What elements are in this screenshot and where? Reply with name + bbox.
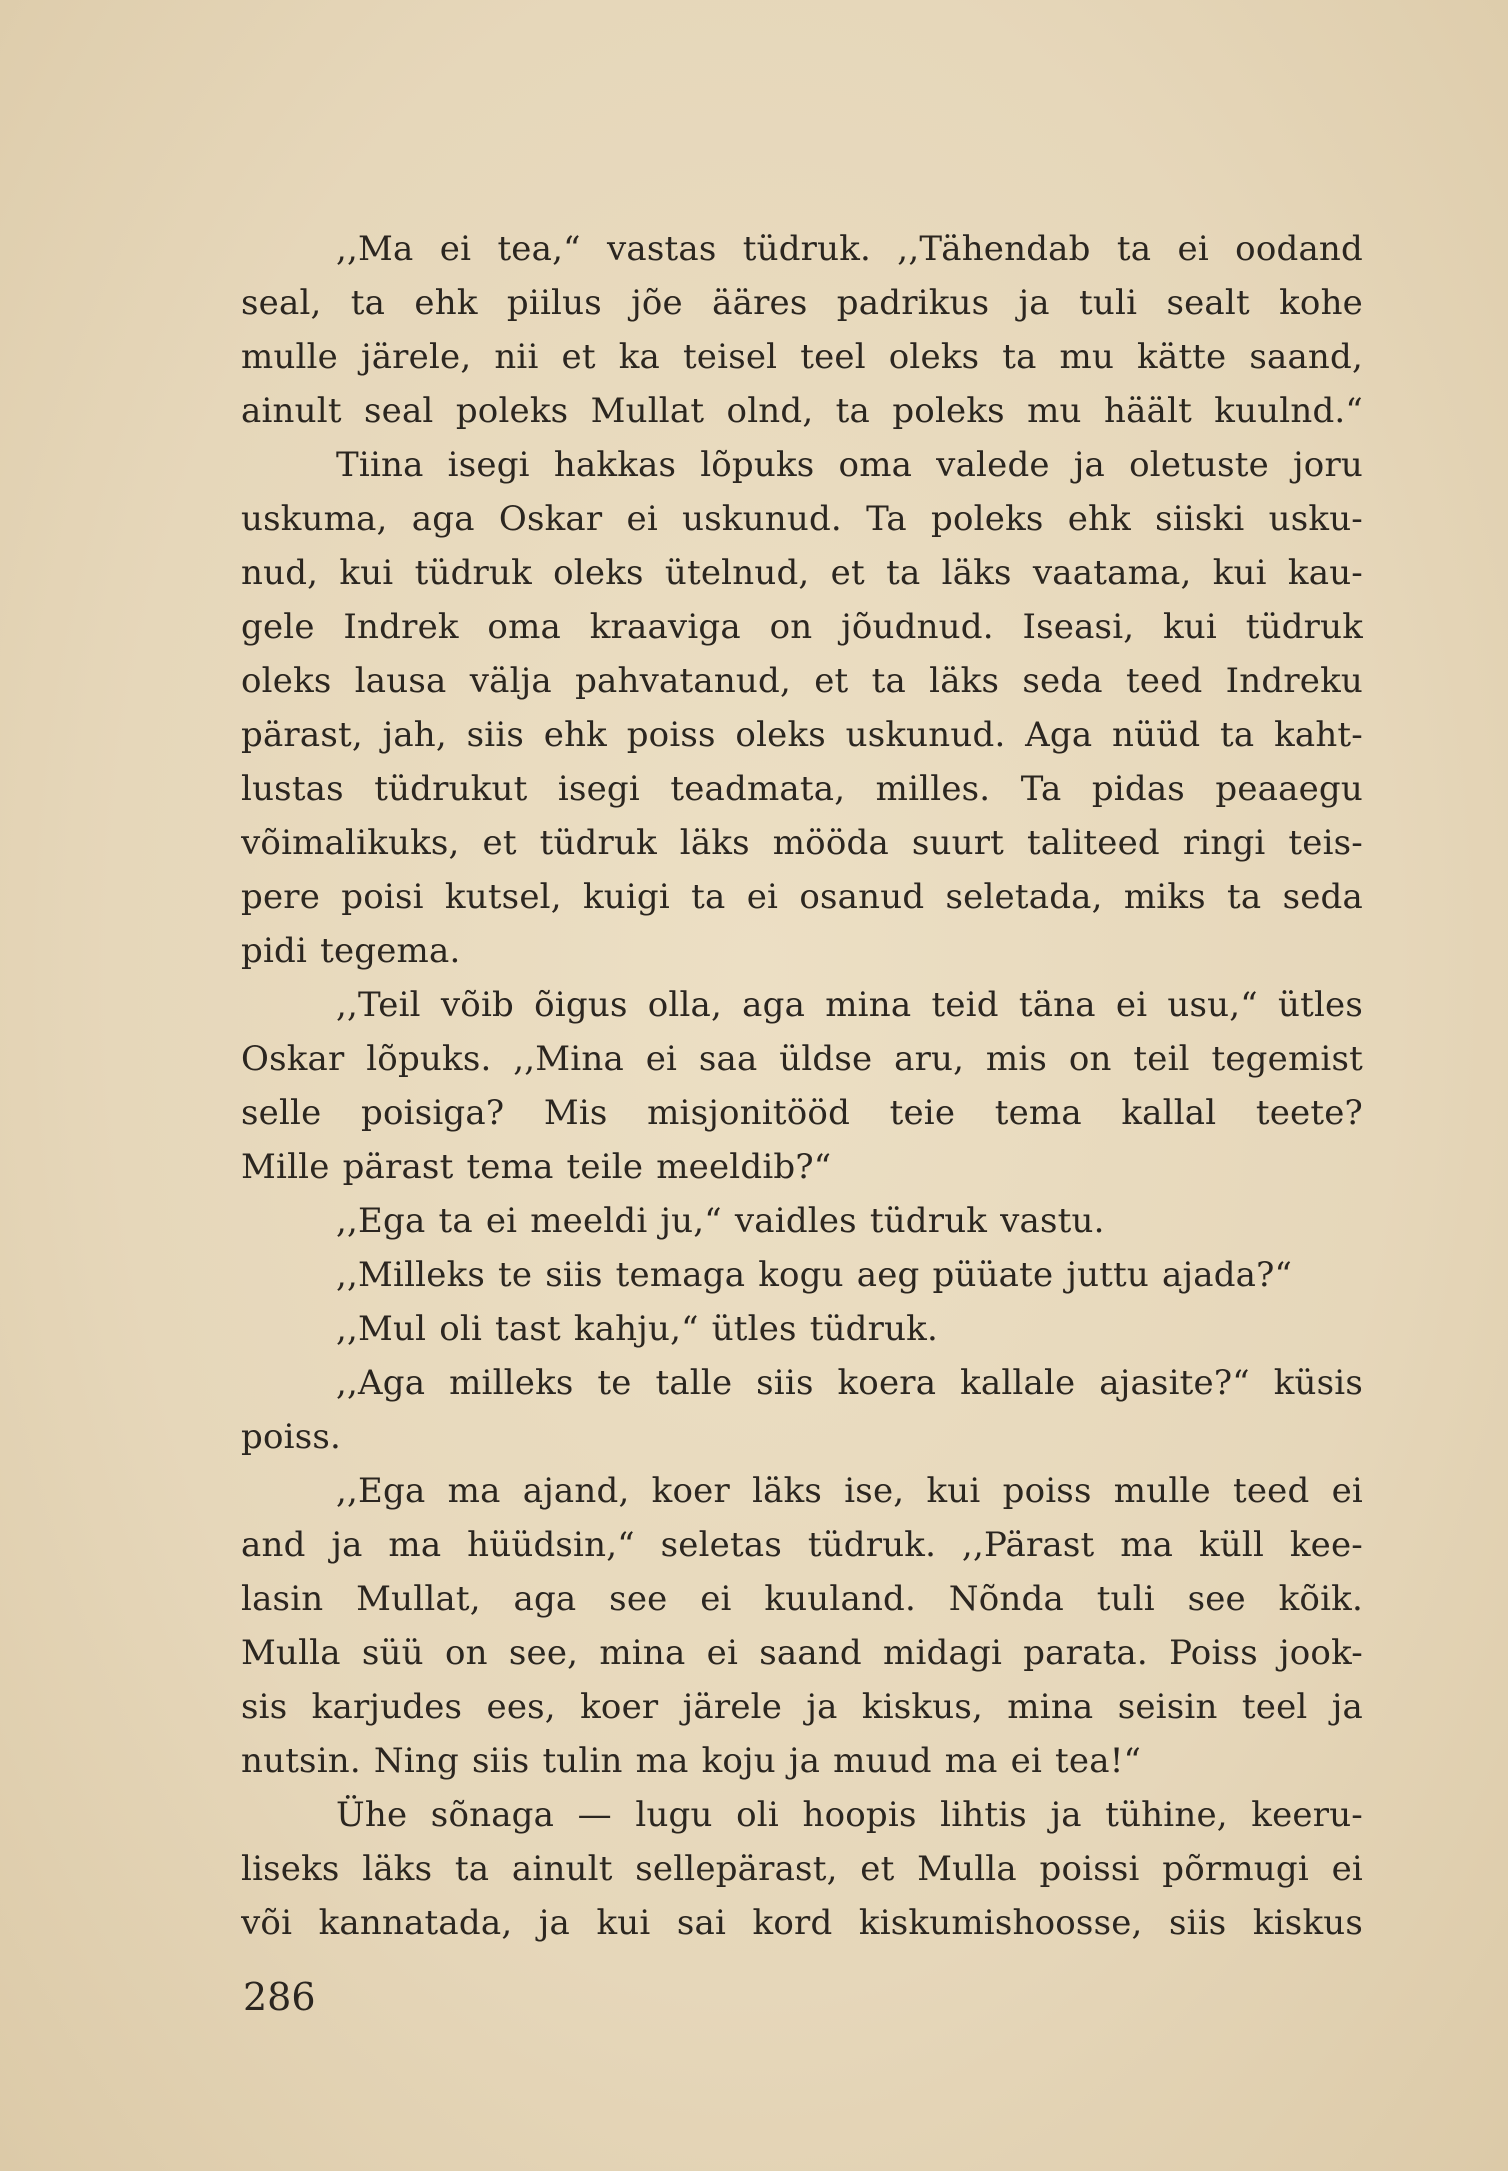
text-line: lustas tüdrukut isegi teadmata, milles. Ta pidas peaaegu [241, 769, 1363, 809]
text-line: Ühe sõnaga — lugu oli hoopis lihtis ja tühine, keeru- [336, 1795, 1363, 1835]
text-line: Oskar lõpuks. ,,Mina ei saa üldse aru, mis on teil tegemist [241, 1039, 1363, 1079]
text-line: pidi tegema. [241, 931, 461, 971]
text-line: või kannatada, ja kui sai kord kiskumishoosse, siis kiskus [241, 1903, 1363, 1943]
text-line: ,,Ma ei tea,“ vastas tüdruk. ,,Tähendab ta ei oodand [336, 229, 1363, 269]
text-line: võimalikuks, et tüdruk läks mööda suurt taliteed ringi teis- [241, 823, 1363, 863]
text-line: Mulla süü on see, mina ei saand midagi parata. Poiss jook- [241, 1633, 1363, 1673]
text-line: pärast, jah, siis ehk poiss oleks uskunud. Aga nüüd ta kaht- [241, 715, 1363, 755]
text-line: mulle järele, nii et ka teisel teel oleks ta mu kätte saand, [241, 337, 1363, 377]
text-line: oleks lausa välja pahvatanud, et ta läks seda teed Indreku [241, 661, 1363, 701]
text-line: ,,Ega ta ei meeldi ju,“ vaidles tüdruk vastu. [336, 1201, 1105, 1241]
text-line: ,,Mul oli tast kahju,“ ütles tüdruk. [336, 1309, 938, 1349]
text-line: sis karjudes ees, koer järele ja kiskus, mina seisin teel ja [241, 1687, 1363, 1727]
text-line: ,,Milleks te siis temaga kogu aeg püüate juttu ajada?“ [336, 1255, 1293, 1295]
text-line: nud, kui tüdruk oleks ütelnud, et ta läks vaatama, kui kau- [241, 553, 1363, 593]
text-line: uskuma, aga Oskar ei uskunud. Ta poleks ehk siiski usku- [241, 499, 1363, 539]
text-line: Tiina isegi hakkas lõpuks oma valede ja oletuste joru [336, 445, 1363, 485]
text-line: selle poisiga? Mis misjonitööd teie tema kallal teete? [241, 1093, 1363, 1133]
text-line: lasin Mullat, aga see ei kuuland. Nõnda tuli see kõik. [241, 1579, 1363, 1619]
text-line: ,,Ega ma ajand, koer läks ise, kui poiss mulle teed ei [336, 1471, 1363, 1511]
body-text [241, 222, 1363, 1950]
text-line: seal, ta ehk piilus jõe ääres padrikus ja tuli sealt kohe [241, 283, 1363, 323]
text-line: ,,Aga milleks te talle siis koera kallale ajasite?“ küsis [336, 1363, 1363, 1403]
text-line: poiss. [241, 1417, 342, 1457]
text-line: liseks läks ta ainult sellepärast, et Mulla poissi põrmugi ei [241, 1849, 1363, 1889]
text-line: pere poisi kutsel, kuigi ta ei osanud seletada, miks ta seda [241, 877, 1363, 917]
text-line: gele Indrek oma kraaviga on jõudnud. Iseasi, kui tüdruk [241, 607, 1363, 647]
page-number: 286 [243, 1975, 316, 2019]
text-line: Mille pärast tema teile meeldib?“ [241, 1147, 832, 1187]
text-line: ainult seal poleks Mullat olnd, ta poleks mu häält kuulnd.“ [241, 391, 1363, 431]
text-line: ,,Teil võib õigus olla, aga mina teid täna ei usu,“ ütles [336, 985, 1363, 1025]
text-line: nutsin. Ning siis tulin ma koju ja muud ma ei tea!“ [241, 1741, 1142, 1781]
text-line: and ja ma hüüdsin,“ seletas tüdruk. ,,Pärast ma küll kee- [241, 1525, 1363, 1565]
